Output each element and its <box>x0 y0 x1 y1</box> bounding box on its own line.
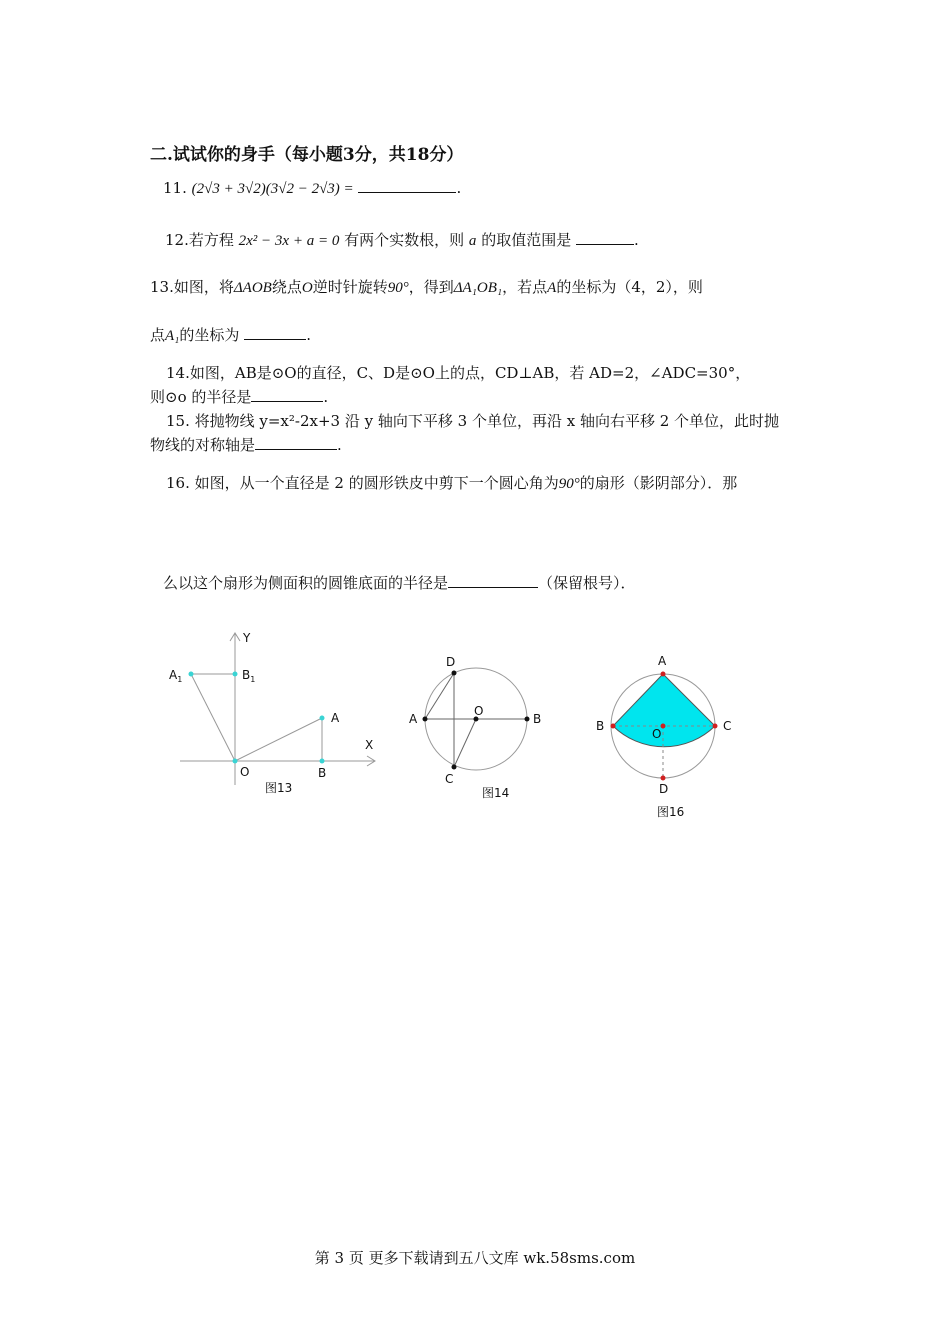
label-a1-sub: 1 <box>177 675 183 684</box>
label-b: B <box>533 712 542 726</box>
section-title: 二.试试你的身手（每小题3分，共18分） <box>150 145 464 165</box>
question-16-line-2 <box>163 572 636 593</box>
point-b <box>525 717 530 722</box>
q12-end: . <box>633 231 639 249</box>
q15-answer-blank[interactable] <box>255 435 337 450</box>
q11-number: 11. <box>163 179 187 197</box>
q15-text: 物线的对称轴是 <box>150 436 256 454</box>
question-15-line-1: 15. 将抛物线 y=x²-2x+3 沿 y 轴向下平移 3 个单位，再沿 x 轴向右平移 2 个单位，此时抛 <box>166 412 780 430</box>
point-c <box>713 724 718 729</box>
question-15-line-2 <box>150 434 342 455</box>
segment-oa1 <box>191 674 235 761</box>
q13-point-a1: A₁ <box>165 328 180 344</box>
point-d <box>452 671 457 676</box>
label-o: O <box>652 727 662 741</box>
figure-13-caption: 图13 <box>265 781 293 795</box>
q13-angle: 90° <box>387 280 409 296</box>
figure-14-caption: 图14 <box>482 786 510 800</box>
question-12 <box>165 229 639 250</box>
label-b: B <box>318 766 327 780</box>
point-c <box>452 765 457 770</box>
q16-angle: 90° <box>558 476 580 492</box>
q16-answer-blank[interactable] <box>448 573 538 588</box>
label-a: A <box>658 654 667 668</box>
question-13-line-2 <box>150 324 311 345</box>
q13-text: 绕点 <box>271 278 302 296</box>
figure-16 <box>585 650 745 825</box>
q13-answer-blank[interactable] <box>244 325 306 340</box>
question-13-line-1 <box>150 276 703 297</box>
point-a <box>661 672 666 677</box>
q11-end: . <box>456 179 462 197</box>
label-a: A <box>331 711 340 725</box>
question-14-line-1: 14.如图，AB是⊙O的直径，C、D是⊙O上的点，CD⊥AB，若 AD=2，∠ADC=30°， <box>166 364 751 382</box>
question-11 <box>163 178 461 198</box>
label-b1-main: B <box>242 668 251 682</box>
label-d: D <box>446 655 456 669</box>
point-b <box>320 759 325 764</box>
q16-text: 么以这个扇形为侧面积的圆锥底面的半径是 <box>163 574 449 592</box>
point-b <box>611 724 616 729</box>
shaded-sector <box>613 674 715 747</box>
label-a1 <box>169 668 182 684</box>
q13-text: 逆时针旋转 <box>312 278 388 296</box>
label-a: A <box>409 712 418 726</box>
label-y: Y <box>243 631 251 645</box>
figure-14 <box>400 650 560 805</box>
figure-16-caption: 图16 <box>657 805 685 819</box>
q16-text: 16. 如图，从一个直径是 2 的圆形铁皮中剪下一个圆心角为 <box>166 474 559 492</box>
label-o: O <box>240 765 250 779</box>
q13-triangle-a1ob1: ΔA₁OB₁ <box>453 280 503 296</box>
q16-text: （保留根号）． <box>538 574 636 592</box>
label-c: C <box>445 772 454 786</box>
point-a <box>423 717 428 722</box>
q13-triangle-aob: ΔAOB <box>233 280 272 296</box>
label-o: O <box>474 704 484 718</box>
label-d: D <box>659 782 669 796</box>
label-x: X <box>365 738 374 752</box>
segment-oa <box>235 718 322 761</box>
q13-point-a: A <box>547 280 557 296</box>
figure-13 <box>165 625 390 800</box>
q14-answer-blank[interactable] <box>251 387 323 402</box>
segment-co <box>454 719 476 767</box>
label-b1-sub: 1 <box>250 675 256 684</box>
page-footer: 第 3 页 更多下载请到五八文库 wk.58sms.com <box>314 1249 636 1267</box>
q13-text: 点 <box>150 326 166 344</box>
q13-text: ，得到 <box>408 278 454 296</box>
point-b1 <box>233 672 238 677</box>
q12-prefix: 12.若方程 <box>165 231 234 249</box>
q12-mid: 有两个实数根，则 <box>344 231 465 249</box>
q13-text: 的坐标为（4，2），则 <box>556 278 703 296</box>
q14-end: . <box>323 388 329 406</box>
q15-end: . <box>337 436 342 454</box>
point-a1 <box>189 672 194 677</box>
q13-text: ，若点 <box>502 278 548 296</box>
q12-variable: a <box>468 233 477 249</box>
question-14-line-2 <box>150 386 328 407</box>
segment-ad <box>425 673 454 719</box>
q13-end: . <box>306 326 311 344</box>
q13-prefix: 13.如图，将 <box>150 278 234 296</box>
q12-suffix: 的取值范围是 <box>481 231 572 249</box>
point-o <box>233 759 238 764</box>
q14-text: 则⊙o 的半径是 <box>150 388 252 406</box>
q16-text: 的扇形（影阴部分）．那 <box>579 474 738 492</box>
question-16-line-1 <box>166 472 737 493</box>
q12-equation: 2x² − 3x + a = 0 <box>238 233 340 249</box>
q13-text: 的坐标为 <box>179 326 240 344</box>
q11-expression: (2√3 + 3√2)(3√2 − 2√3) = <box>191 181 354 197</box>
label-b: B <box>596 719 605 733</box>
label-b1 <box>242 668 255 684</box>
point-d <box>661 776 666 781</box>
q12-answer-blank[interactable] <box>576 230 634 245</box>
q11-answer-blank[interactable] <box>358 178 456 193</box>
label-c: C <box>723 719 732 733</box>
label-a1-main: A <box>169 668 178 682</box>
q13-point-o: O <box>301 280 313 296</box>
point-a <box>320 716 325 721</box>
